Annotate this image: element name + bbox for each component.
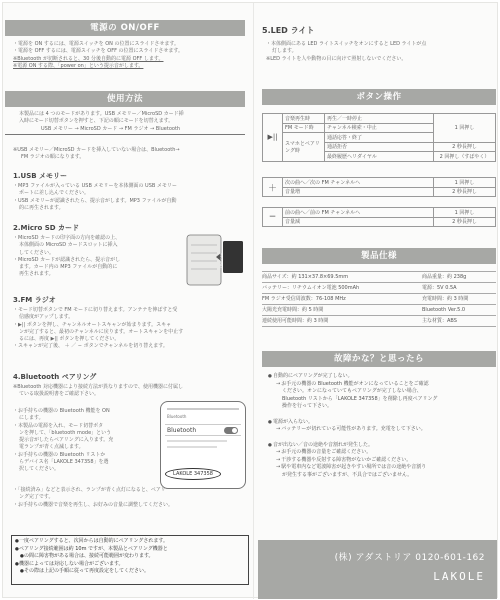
sd-title: 2.Micro SD カード	[13, 224, 80, 232]
btn-cell: 1 回押し	[434, 114, 496, 143]
spec-cell: バッテリー：リチウムイオン電池 500mAh	[262, 285, 360, 291]
bt-title: 4.Bluetooth ペアリング	[13, 373, 97, 381]
bt-line: ・ お手持ちの機器の Bluetooth リストか	[13, 452, 153, 459]
notice-line: ● ペアリング接続範囲は約 10m ですが、本製品とペアリング機器と	[15, 546, 245, 554]
sd-line: ます。カード内の MP3 ファイルが自動的に	[19, 264, 118, 271]
bt-tail-line: ・ 「接続済み」などと表示され、ランプが青く点灯になると、ペアリ	[13, 487, 247, 494]
sd-line: ・ MicroSD カードの印字面の方向を確認の上、	[13, 235, 183, 242]
bt-line: らデバイス名「LAKOLE 347358」を選	[19, 459, 109, 466]
spec-cell: 商品サイズ：約 131×37.8×69.5mm	[262, 274, 349, 280]
spec-row	[262, 272, 496, 283]
usage-intro	[19, 111, 247, 133]
plus-icon: ＋	[263, 178, 283, 197]
btn-cell: FM モード時	[283, 123, 325, 133]
sd-label: microSD	[219, 253, 223, 268]
led-line: ※LED ライトを人や動物の目に向けて照射しないでください。	[266, 55, 407, 62]
usage-intro-line: 入時にモード切替ボタンを押すと、下記の順にモードを切替えます。	[19, 118, 174, 125]
bt-line: 電ランプが青く点滅します。	[19, 444, 84, 451]
btn-cell: スマホとペアリング時	[283, 133, 325, 162]
fm-section	[13, 293, 247, 351]
bt-line: 提示音がしたらペアリングに入ります。充	[19, 437, 114, 444]
btn-cell: 2 秒長押し	[434, 217, 496, 227]
fm-line: ・ スキャンが完了後、 ＋ ／ − ボタンでチャンネルを切り替えます。	[13, 343, 247, 350]
sd-section	[13, 221, 183, 279]
play-button-table	[262, 113, 496, 162]
notice-line-cont: ● その際は上記の手順に従って再度設定をしてください。	[15, 568, 245, 576]
spec-row	[262, 316, 496, 327]
fm-line: ・ モード切替ボタンで FM モードに切り替えます。アンテナを伸ばすと受	[13, 307, 247, 314]
led-title: 5.LED ライト	[262, 26, 315, 35]
btn-cell: 通話拒否	[325, 142, 434, 152]
spec-cell: 大陽光充電時間：約 5 時間	[262, 307, 324, 313]
power-line: ・電源を OFF するには、電源スイッチを OFF の位置にスライドさせます。	[13, 48, 183, 55]
sd-line: 本体側面の MicroSD カードスロットに挿入	[19, 242, 118, 249]
power-title: 電源の ON/OFF	[5, 20, 245, 36]
btn-cell: チャンネル検索・中止	[325, 123, 434, 133]
usb-line: ・ USB メモリーが認識されたら、提示音がします。MP3 ファイルが自動	[13, 198, 247, 205]
device-name-highlight: LAKOLE 347358	[165, 468, 221, 480]
bt-tail	[13, 487, 247, 509]
fold-line	[253, 3, 254, 599]
led-line: ・本体側面にある LED ライトスイッチをオンにすると LED ライトが点	[266, 41, 427, 47]
instruction-sheet	[2, 2, 498, 598]
bt-line: ンを押して、「bluetooth mode」という	[19, 429, 112, 436]
notice-line: ● 機器によっては対応しない場合がございます。	[15, 561, 245, 569]
btn-cell: 次の曲へ／次の FM チャンネルへ	[283, 178, 434, 188]
usage-note-line: ※USB メモリー／MicroSD カードを挿入していない場合は、Bluetooth→	[13, 147, 180, 153]
bt-line: 択してください。	[19, 466, 60, 473]
btn-cell: 2 回押し（すばやく）	[434, 152, 496, 162]
power-note: ※電源 ON する際、「power on」という提示音がします。	[13, 62, 144, 69]
btn-cell: 通話応答・終了	[325, 133, 434, 143]
usage-note	[13, 147, 247, 162]
power-text	[13, 41, 245, 70]
spec-cell: 電源：5V 0.5A	[422, 285, 457, 291]
power-note: ※Bluetooth が切断されると、30 分後自動的に電源 OFF します。	[13, 55, 164, 62]
fm-line: るには、再度 ▶|| ボタンを押してください。	[19, 336, 120, 343]
right-column	[258, 3, 497, 599]
bt-tail-line: ・ お手持ちの機器で音楽を再生し、お好みの音量に調整してください。	[13, 502, 247, 509]
led-line: 灯します。	[272, 48, 297, 55]
left-column	[5, 3, 249, 599]
phone-bluetooth-label: Bluetooth	[167, 427, 197, 434]
pairing-notice	[11, 535, 249, 585]
trouble-item: ● 電源が入らない。	[268, 419, 496, 427]
notice-line: ● 一度ペアリングすると、次回からは自動的にペアリングされます。	[15, 538, 245, 546]
footer-band	[258, 540, 497, 599]
bt-tail-line: ング完了です。	[19, 494, 54, 501]
btn-cell: 前の曲へ／前の FM チャンネルへ	[283, 208, 434, 218]
trouble-item: → 干渉する機器や反射する障害物がないかご確認ください。	[268, 457, 496, 465]
btn-cell: 1 回押し	[434, 178, 496, 188]
buttons-title: ボタン操作	[262, 89, 496, 105]
trouble-list	[268, 373, 496, 479]
bt-line: ・ お手持ちの機器の Bluetooth 機能を ON	[13, 408, 153, 415]
bt-section	[13, 370, 247, 399]
brand-logo: LAKOLE	[433, 570, 485, 583]
divider	[5, 134, 245, 135]
minus-button-table	[262, 207, 496, 227]
sd-card-illustration	[185, 231, 245, 287]
fm-line: ・ ▶|| ボタンを押し、チャンネルオートスキャンが始まります。スキャ	[13, 322, 247, 329]
mode-order: USB メモリー → MicroSD カード → FM ラジオ → Bluetooth	[41, 125, 181, 132]
plus-button-table	[262, 177, 496, 197]
phone-status-bar	[167, 408, 239, 410]
usb-line: 的に再生されます。	[19, 204, 64, 211]
btn-cell: 音楽再生時	[283, 114, 325, 124]
notice-line-cont: ● の間に障害物がある場合は、接続可能範囲が変わります。	[15, 553, 245, 561]
spec-table	[262, 271, 496, 327]
bt-intro: ている取扱説明書をご確認下さい。	[19, 391, 100, 398]
trouble-item: Bluetooth リストから「LAKOLE 347358」を削除し再度ペアリング	[282, 395, 438, 402]
trouble-item: ください。オンになっていてもペアリングが完了しない場合、	[282, 388, 422, 394]
phone-row-placeholder	[167, 446, 217, 448]
usage-title: 使用方法	[5, 91, 245, 107]
bt-line: ・ 本製品の電源を入れ、モード切替ボタ	[13, 423, 153, 430]
usb-line: ポートに差し込んでください。	[19, 190, 90, 197]
bt-intro: ※Bluetooth 対応機器により接続方法が異なりますので、使用機器に付属し	[13, 384, 183, 390]
contact-number: (株) アダストリア 0120-601-162	[334, 553, 485, 563]
btn-cell: 2 秒長押し	[434, 187, 496, 197]
spec-cell: 充電時間：約 3 時間	[422, 296, 469, 302]
btn-cell: 再生／一時停止	[325, 114, 434, 124]
sd-line: ・ MicroSD カードが認識されたら、提示音がし	[13, 257, 183, 264]
spec-cell: Bluetooth Ver.5.0	[422, 307, 466, 313]
trouble-title: 故障かな？と思ったら	[262, 351, 496, 367]
phone-illustration	[160, 401, 246, 489]
phone-header: Bluetooth	[167, 414, 187, 419]
spec-cell: 主な材質：ABS	[422, 318, 457, 324]
usb-title: 1.USB メモリー	[13, 172, 68, 180]
usb-line: ・ MP3 ファイルが入っている USB メモリーを本体側面の USB メモリー	[13, 183, 247, 190]
phone-bluetooth-row	[165, 424, 241, 436]
play-pause-icon: ▶||	[263, 114, 283, 162]
usb-section	[13, 169, 247, 212]
trouble-item: 操作を行って下さい。	[282, 403, 333, 409]
btn-cell: 2 秒長押し	[434, 142, 496, 152]
btn-cell: 1 回押し	[434, 208, 496, 218]
phone-row-placeholder	[167, 440, 227, 442]
bt-line: にします。	[19, 415, 44, 422]
power-line: ・電源を ON するには、電源スイッチを ON の位置にスライドさせます。	[13, 41, 179, 47]
spec-cell: 商品重量：約 238g	[422, 274, 467, 280]
fm-title: 3.FM ラジオ	[13, 296, 56, 304]
btn-cell: 音量増	[283, 187, 434, 197]
trouble-item: ● 音が出ない／音の途絶や音割れが発生した。	[268, 442, 496, 450]
spec-row	[262, 305, 496, 316]
fm-line: 信感度がアップします。	[19, 314, 74, 321]
trouble-item: → バッテリーが切れている可能性があります。充電をして下さい。	[268, 426, 496, 434]
trouble-item: → お手元の機器の Bluetooth 機能がオンになっていることをご確認	[268, 381, 496, 389]
trouble-item: → 駅や電車内など電波障害が起きやすい場所では音の途絶や音割り	[268, 464, 496, 472]
fm-line: ンが完了すると、最初のチャンネルに戻ります。オートスキャンを中止す	[19, 328, 184, 335]
spec-row	[262, 294, 496, 305]
btn-cell: 最終履歴へリダイヤル	[325, 152, 434, 162]
spec-cell: FM ラジオ受信周波数：76-108 MHz	[262, 296, 346, 302]
usage-note-line: FM ラジオの順になります。	[21, 154, 85, 161]
spec-title: 製品仕様	[262, 248, 496, 264]
usage-intro-line: 本製品には 4 つのモードがあります。USB メモリー／MicroSD カード挿	[19, 111, 184, 117]
minus-icon: −	[263, 208, 283, 227]
sd-line: してください。	[19, 249, 55, 256]
btn-cell: 音量減	[283, 217, 434, 227]
spec-row	[262, 283, 496, 294]
bluetooth-toggle	[224, 427, 238, 434]
sd-line: 再生されます。	[19, 271, 54, 278]
trouble-item: ● 自動的にペアリングが完了しない。	[268, 373, 496, 381]
spec-cell: 連続使用可能時間：約 3 時間	[262, 318, 329, 324]
bt-steps	[13, 408, 153, 474]
trouble-item: が発生する事がございますが、不具合ではございません。	[282, 471, 413, 478]
led-text	[266, 41, 496, 63]
trouble-item: → お手元の機器の音量をご確認ください。	[268, 449, 496, 457]
